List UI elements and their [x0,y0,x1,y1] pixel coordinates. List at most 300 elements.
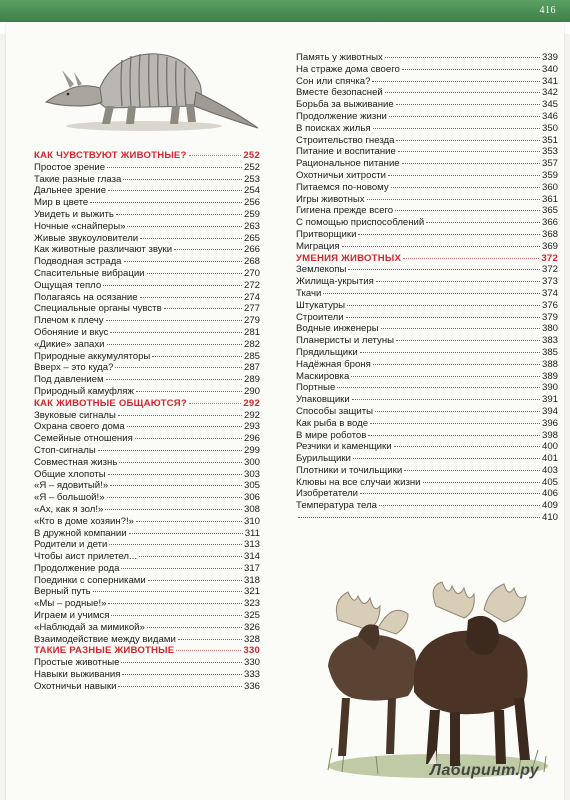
toc-entry-title: КАК ЧУВСТВУЮТ ЖИВОТНЫЕ? [34,150,187,161]
toc-entry [296,453,558,465]
toc-leader-dots [398,151,540,152]
toc-entry [296,229,558,241]
toc-entry [34,386,260,398]
toc-leader-dots [174,249,242,250]
toc-leader-dots [111,615,242,616]
toc-entry-page: 391 [541,394,558,406]
toc-entry-page: 359 [541,169,558,181]
toc-entry [34,292,260,304]
toc-entry-title: ТАКИЕ РАЗНЫЕ ЖИВОТНЫЕ [34,645,175,657]
toc-entry-page: 326 [243,621,260,633]
toc-entry-page: 254 [243,185,260,197]
toc-entry-page: 299 [243,444,260,456]
toc-leader-dots [124,261,242,262]
toc-section-heading [34,150,260,162]
armadillo-illustration [36,36,266,136]
toc-leader-dots [90,202,242,203]
toc-entry-title: Ночные «снайперы» [34,220,126,232]
toc-section-heading [34,645,260,657]
toc-leader-dots [136,521,242,522]
toc-entry-title: На страже дома своего [296,63,400,75]
toc-entry-title: Природный камуфляж [34,385,134,397]
toc-entry [296,441,558,453]
toc-entry-page: 357 [541,158,558,170]
toc-entry [34,421,260,433]
toc-entry-page: 321 [243,586,260,598]
toc-entry-title: Ткачи [296,287,322,299]
toc-entry-title: Надёжная броня [296,358,371,370]
toc-entry [296,194,558,206]
toc-entry-page: 350 [541,122,558,134]
toc-entry-page: 311 [244,527,260,539]
toc-entry [296,276,558,288]
toc-leader-dots [136,391,242,392]
toc-entry-title: Продолжение рода [34,562,120,574]
toc-entry-title: Игры животных [296,193,365,205]
toc-entry [296,146,558,158]
toc-entry-title: Играем и учимся [34,610,110,622]
toc-leader-dots [106,320,242,321]
toc-entry-page: 396 [541,417,558,429]
toc-entry-title: Навыки выживания [34,669,121,681]
toc-entry-page: 403 [541,464,558,476]
toc-entry [34,480,260,492]
toc-entry-title: Живые звукоуловители [34,232,139,244]
toc-left-column [34,150,260,693]
toc-entry-page: 272 [243,279,260,291]
toc-entry-page: 372 [541,264,558,276]
toc-entry [296,394,558,406]
toc-leader-dots [164,308,242,309]
toc-entry [34,586,260,598]
toc-leader-dots [98,450,242,451]
toc-entry [34,185,260,197]
toc-entry-page: 259 [243,208,260,220]
toc-entry-title: Ощущая тепло [34,279,102,291]
toc-entry-page: 385 [541,346,558,358]
toc-entry-title: Полагаясь на осязание [34,291,138,303]
toc-entry-page: 353 [541,146,558,158]
toc-entry-page: 341 [541,75,558,87]
toc-entry-page: 351 [541,134,558,146]
toc-entry-title: Строительство гнезда [296,134,395,146]
toc-entry-title: Гигиена прежде всего [296,205,394,217]
toc-entry-title: Питаемся по-новому [296,181,389,193]
toc-entry-title: Клювы на все случаи жизни [296,476,421,488]
toc-leader-dots [403,258,539,259]
toc-leader-dots [388,175,540,176]
toc-entry-page: 282 [243,338,260,350]
toc-leader-dots [426,222,540,223]
toc-leader-dots [396,140,540,141]
toc-leader-dots [376,281,540,282]
toc-leader-dots [358,234,540,235]
toc-entry-page: 361 [541,193,558,205]
toc-entry-page: 277 [243,303,260,315]
toc-entry [296,406,558,418]
toc-entry-title: Стоп-сигналы [34,444,96,456]
toc-entry-page: 372 [541,252,558,264]
toc-leader-dots [122,674,242,675]
toc-entry-title: С помощью приспособлений [296,217,425,229]
toc-leader-dots [127,226,242,227]
toc-leader-dots [379,505,540,506]
toc-entry [296,241,558,253]
toc-leader-dots [109,544,242,545]
toc-entry-page: 292 [243,397,260,409]
toc-entry [34,445,260,457]
toc-leader-dots [370,423,540,424]
toc-entry [296,182,558,194]
toc-entry-title: Подводная эстрада [34,256,122,268]
toc-entry-title: Способы защиты [296,405,374,417]
toc-entry [34,362,260,374]
toc-entry-title: Резчики и каменщики [296,441,392,453]
toc-entry-page: 383 [541,335,558,347]
toc-entry [296,264,558,276]
toc-entry [296,359,558,371]
toc-entry-title: Как рыба в воде [296,417,369,429]
toc-entry-page: 333 [243,669,260,681]
toc-leader-dots [147,273,242,274]
toc-entry-page: 287 [243,362,260,374]
toc-leader-dots [381,328,540,329]
toc-entry-title: Общие хлопоты [34,468,106,480]
toc-entry-title: УМЕНИЯ ЖИВОТНЫХ [296,252,402,264]
toc-entry [34,528,260,540]
toc-leader-dots [402,69,540,70]
toc-leader-dots [103,285,242,286]
toc-entry-title: Вместе безопасней [296,87,383,99]
toc-leader-dots [107,344,242,345]
toc-leader-dots [396,340,540,341]
toc-entry [296,99,558,111]
toc-entry-title: Портные [296,382,336,394]
toc-entry-title: Охрана своего дома [34,421,125,433]
toc-entry-page: 274 [243,291,260,303]
toc-entry-page: 401 [541,453,558,465]
toc-entry-title: Простое зрение [34,161,106,173]
toc-entry-title: Бурильщики [296,453,351,465]
toc-leader-dots [402,163,540,164]
toc-entry-page: 340 [541,63,558,75]
toc-entry-title: Прядильщики [296,346,358,358]
toc-entry-title: Борьба за выживание [296,99,394,111]
toc-entry [296,430,558,442]
toc-entry-page: 374 [541,287,558,299]
toc-entry-page: 405 [541,476,558,488]
toc-entry [34,351,260,363]
toc-entry-page: 279 [243,315,260,327]
toc-entry-title: Простые животные [34,657,120,669]
toc-entry-title: Совместная жизнь [34,456,118,468]
toc-right-column [296,52,558,524]
toc-entry-page: 252 [243,150,260,161]
toc-entry [296,205,558,217]
toc-leader-dots [346,317,540,318]
toc-leader-dots [140,297,242,298]
toc-entry-page: 318 [243,574,260,586]
toc-entry-page: 281 [243,326,260,338]
toc-entry [296,335,558,347]
toc-entry [34,209,260,221]
toc-entry-title: Чтобы аист прилетел... [34,551,138,563]
toc-entry [34,233,260,245]
toc-entry-title: В мире роботов [296,429,367,441]
toc-leader-dots [116,214,242,215]
toc-entry [34,622,260,634]
toc-entry-title: «Я – большой!» [34,492,105,504]
toc-entry-page: 345 [541,99,558,111]
toc-leader-dots [148,580,242,581]
toc-leader-dots [118,686,242,687]
toc-leader-dots [108,190,242,191]
toc-leader-dots [351,376,540,377]
toc-entry-page: 360 [541,181,558,193]
toc-entry [34,339,260,351]
toc-leader-dots [373,364,540,365]
toc-entry-title: Охотничьи хитрости [296,169,387,181]
toc-entry-title: Охотничьи навыки [34,680,117,692]
toc-entry-page: 368 [541,228,558,240]
toc-leader-dots [108,603,242,604]
toc-entry-page: 390 [541,382,558,394]
toc-entry [34,575,260,587]
toc-entry-title: Миграция [296,240,340,252]
toc-entry [34,303,260,315]
toc-entry [34,669,260,681]
toc-entry [296,76,558,88]
toc-entry [34,504,260,516]
toc-entry-page: 398 [541,429,558,441]
toc-entry-page: 253 [243,173,260,185]
toc-section-heading [34,398,260,410]
toc-entry-title: Штукатуры [296,299,346,311]
toc-entry [296,300,558,312]
toc-entry [296,347,558,359]
toc-leader-dots [118,415,242,416]
toc-entry-title: Температура тела [296,500,378,512]
toc-entry-page: 293 [243,421,260,433]
toc-entry [34,610,260,622]
toc-entry [34,539,260,551]
toc-entry-page: 285 [243,350,260,362]
toc-entry-title: Такие разные глаза [34,173,122,185]
toc-leader-dots [129,533,243,534]
toc-entry-page: 336 [243,680,260,692]
toc-entry [296,64,558,76]
toc-entry-title: Сон или спячка? [296,75,371,87]
toc-entry-page: 292 [243,409,260,421]
toc-leader-dots [323,293,540,294]
watermark: Лабиринт.ру [430,762,539,779]
toc-entry-title: Притворщики [296,228,357,240]
toc-entry-page: 323 [243,598,260,610]
toc-entry [296,158,558,170]
toc-entry-page: 409 [541,500,558,512]
toc-entry [34,327,260,339]
toc-leader-dots [108,474,242,475]
toc-entry [34,457,260,469]
toc-entry [34,268,260,280]
toc-entry-title: «Кто в доме хозяин?!» [34,515,135,527]
toc-leader-dots [396,104,540,105]
toc-leader-dots [367,199,540,200]
toc-entry-title: Увидеть и выжить [34,208,114,220]
toc-entry-title: Плечом к плечу [34,315,104,327]
toc-entry-title: Землекопы [296,264,347,276]
toc-leader-dots [110,485,242,486]
toc-entry-page: 306 [243,492,260,504]
toc-entry-page: 325 [243,610,260,622]
toc-leader-dots [373,128,540,129]
toc-leader-dots [189,155,242,156]
toc-leader-dots [152,356,242,357]
toc-entry-page: 373 [541,276,558,288]
toc-entry [296,382,558,394]
toc-entry [34,634,260,646]
toc-entry [296,500,558,512]
toc-entry-title: КАК ЖИВОТНЫЕ ОБЩАЮТСЯ? [34,397,187,409]
toc-entry-page: 266 [243,244,260,256]
toc-entry-title: Мир в цвете [34,197,89,209]
toc-leader-dots [391,187,540,188]
toc-leader-dots [342,246,540,247]
toc-entry-title: Упаковщики [296,394,350,406]
toc-leader-dots [127,426,242,427]
toc-entry-page: 300 [243,456,260,468]
toc-entry-page: 389 [541,370,558,382]
toc-entry [34,197,260,209]
toc-leader-dots [298,517,540,518]
toc-entry-page: 394 [541,405,558,417]
toc-entry-title: Поединки с соперниками [34,574,146,586]
toc-entry-page: 410 [541,512,558,524]
toc-leader-dots [121,568,242,569]
toc-entry [34,174,260,186]
toc-entry-title: Как животные различают звуки [34,244,173,256]
toc-leader-dots [123,179,242,180]
toc-entry-title: Звуковые сигналы [34,409,116,421]
toc-leader-dots [115,367,242,368]
toc-entry-title: Продолжение жизни [296,110,387,122]
toc-entry [34,410,260,422]
toc-entry [34,221,260,233]
toc-leader-dots [395,210,540,211]
toc-entry-title: Плотники и точильщики [296,464,403,476]
toc-entry [296,52,558,64]
toc-entry-page: 268 [243,256,260,268]
toc-leader-dots [189,403,241,404]
toc-entry-page: 342 [541,87,558,99]
toc-leader-dots [368,435,540,436]
toc-entry-title: Водные инженеры [296,323,379,335]
toc-entry-title: Изобретатели [296,488,359,500]
toc-entry [34,598,260,610]
toc-leader-dots [375,411,540,412]
toc-leader-dots [105,509,242,510]
toc-entry-title: Взаимодействие между видами [34,633,176,645]
toc-entry-page: 265 [243,232,260,244]
toc-entry-page: 328 [243,633,260,645]
toc-entry-title: Питание и воспитание [296,146,396,158]
toc-entry-title: Жилища-укрытия [296,276,374,288]
toc-entry [296,512,558,524]
toc-leader-dots [119,462,242,463]
toc-entry-page: 330 [243,645,260,657]
toc-entry-page: 296 [243,433,260,445]
toc-entry-page: 379 [541,311,558,323]
toc-entry [34,256,260,268]
toc-entry-title: В дружной компании [34,527,127,539]
toc-entry-title: Память у животных [296,52,383,63]
toc-entry [34,162,260,174]
toc-entry-title: Рациональное питание [296,158,400,170]
toc-entry-title: Верный путь [34,586,91,598]
page-number: 416 [539,5,556,16]
toc-entry-page: 305 [243,480,260,492]
toc-entry-page: 339 [541,52,558,63]
toc-leader-dots [372,81,540,82]
toc-entry [34,244,260,256]
toc-entry-page: 314 [243,551,260,563]
toc-entry [296,288,558,300]
toc-entry-title: «Мы – родные!» [34,598,107,610]
toc-entry-title: Строители [296,311,344,323]
toc-entry [296,488,558,500]
toc-leader-dots [107,497,242,498]
toc-entry [34,315,260,327]
toc-entry-page: 376 [541,299,558,311]
toc-entry-page: 330 [243,657,260,669]
toc-entry-page: 310 [243,515,260,527]
toc-leader-dots [140,238,242,239]
toc-leader-dots [404,470,540,471]
toc-entry-title: Маскировка [296,370,350,382]
toc-entry-title: Под давлением [34,374,104,386]
toc-entry-title: Родители и дети [34,539,108,551]
toc-entry [296,418,558,430]
toc-entry [296,111,558,123]
toc-entry-page: 263 [243,220,260,232]
toc-leader-dots [121,662,242,663]
toc-leader-dots [347,305,540,306]
toc-entry-title: Планеристы и летуны [296,335,395,347]
toc-entry-title: «Дикие» запахи [34,338,105,350]
toc-leader-dots [107,167,242,168]
header-band [0,0,570,22]
toc-entry [34,280,260,292]
toc-leader-dots [385,92,540,93]
toc-entry [34,516,260,528]
toc-leader-dots [176,650,241,651]
toc-entry-page: 346 [541,110,558,122]
toc-entry-page: 252 [243,161,260,173]
toc-entry-page: 400 [541,441,558,453]
toc-entry [34,551,260,563]
toc-entry [296,123,558,135]
toc-entry-page: 289 [243,374,260,386]
toc-entry-page: 406 [541,488,558,500]
toc-entry-title: Обоняние и вкус [34,326,109,338]
toc-entry-title: «Ах, как я зол!» [34,503,104,515]
toc-entry [296,371,558,383]
toc-entry [296,477,558,489]
toc-entry [296,465,558,477]
toc-leader-dots [147,627,242,628]
toc-entry [34,433,260,445]
toc-leader-dots [93,591,242,592]
